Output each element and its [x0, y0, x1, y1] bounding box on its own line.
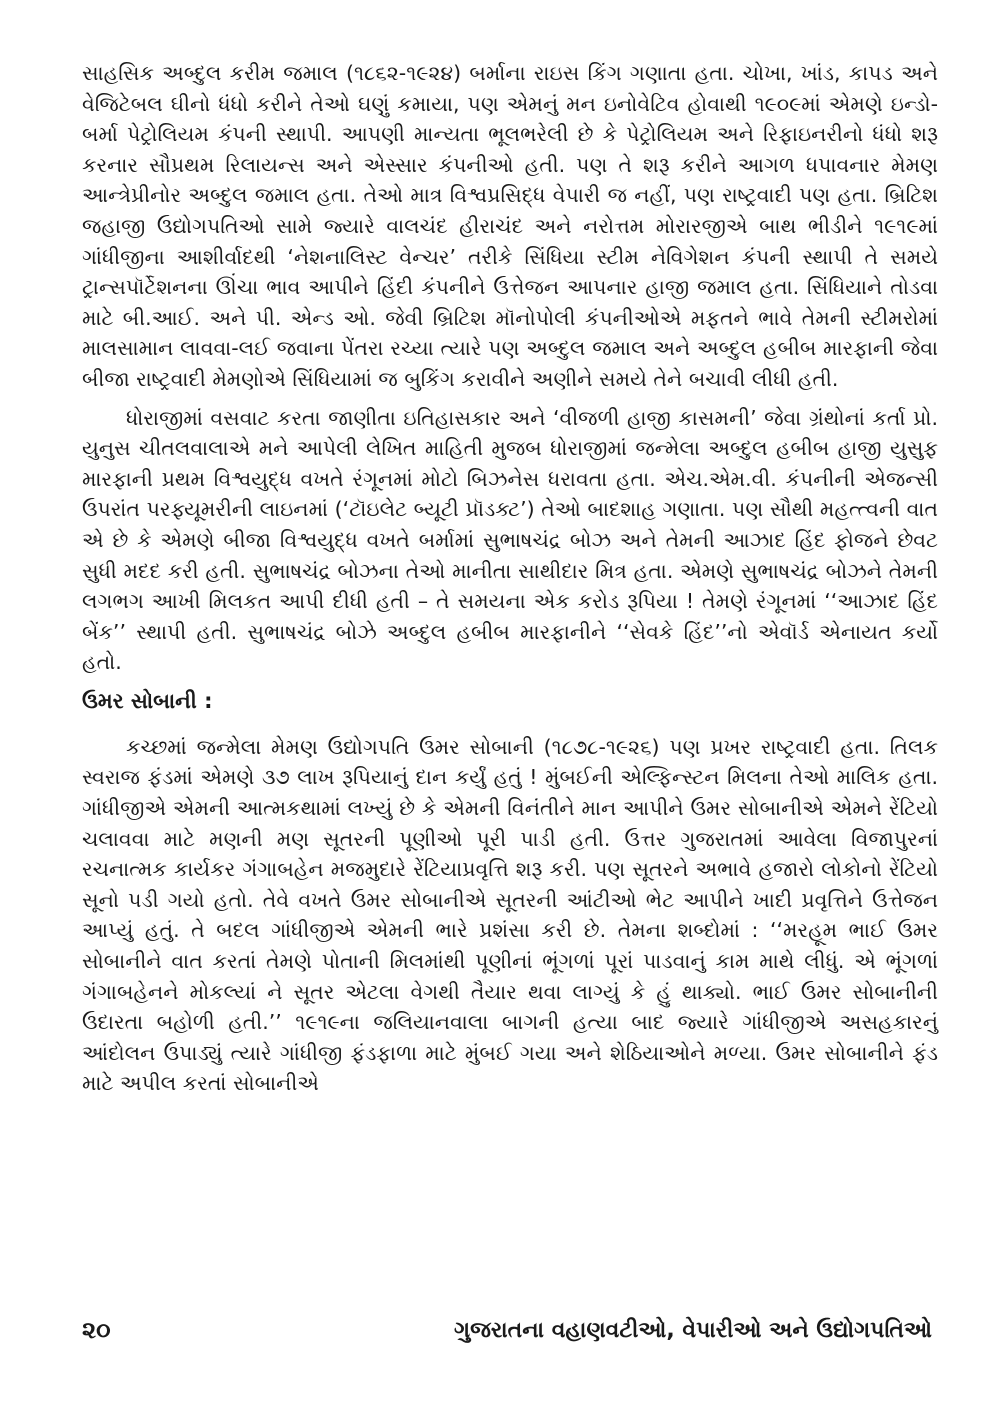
- page-number: ૨૦: [82, 1316, 111, 1344]
- page-body: [82, 58, 938, 1358]
- section-heading-umar-sobani: ઉમર સોબાની :: [82, 688, 213, 713]
- paragraph-abdul-karim-jamal: સાહસિક અબ્દુલ કરીમ જમાલ (૧૮૬૨-૧૯૨૪) બર્માના રાઇસ કિંગ ગણાતા હતા. ચોખા, ખાંડ, કાપડ અને વેજિટેબલ ઘીનો ધંધો કરીને તેઓ ઘણું કમાયા, પણ એમનું મન ઇનોવેટિવ હોવાથી ૧૯૦૯માં એમણે ઇન્ડો-બર્મા પેટ્રોલિયમ કંપની સ્થાપી. આપણી માન્યતા ભૂલભરેલી છે કે પેટ્રોલિયમ અને રિફાઇનરીનો ધંધો શરૂ કરનાર સૌપ્રથમ રિલાયન્સ અને એસ્સાર કંપનીઓ હતી. પણ તે શરૂ કરીને આગળ ધપાવનાર મેમણ આન્ત્રેપ્રીનોર અબ્દુલ જમાલ હતા. તેઓ માત્ર વિશ્વપ્રસિદ્ધ વેપારી જ નહીં, પણ રાષ્ટ્રવાદી પણ હતા. બ્રિટિશ જહાજી ઉદ્યોગપતિઓ સામે જ્યારે વાલચંદ હીરાચંદ અને નરોત્તમ મોરારજીએ બાથ ભીડીને ૧૯૧૯માં ગાંધીજીના આશીર્વાદથી ‘નેશનાલિસ્ટ વેન્ચર’ તરીકે સિંધિયા સ્ટીમ નેવિગેશન કંપની સ્થાપી તે સમયે ટ્રાન્સપૉર્ટેશનના ઊંચા ભાવ આપીને હિંદી કંપનીને ઉત્તેજન આપનાર હાજી જમાલ હતા. સિંધિયાને તોડવા માટે બી.આઈ. અને પી. એન્ડ ઓ. જેવી બ્રિટિશ મૉનોપોલી કંપનીઓએ મફતને ભાવે તેમની સ્ટીમરોમાં માલસામાન લાવવા-લઈ જવાના પેંતરા રચ્યા ત્યારે પણ અબ્દુલ જમાલ અને અબ્દુલ હબીબ મારફાની જેવા બીજા રાષ્ટ્રવાદી મેમણોએ સિંધિયામાં જ બુકિંગ કરાવીને અણીને સમયે તેને બચાવી લીધી હતી.: [82, 61, 938, 391]
- page-footer: [82, 1310, 932, 1350]
- book-title: ગુજરાતના વહાણવટીઓ, વેપારીઓ અને ઉદ્યોગપતિઓ: [454, 1317, 932, 1343]
- paragraph-abdul-habib-marfani: ધોરાજીમાં વસવાટ કરતા જાણીતા ઇતિહાસકાર અને ‘વીજળી હાજી કાસમની’ જેવા ગ્રંથોનાં કર્તા પ્રો. યુનુસ ચીતલવાલાએ મને આપેલી લેખિત માહિતી મુજબ ધોરાજીમાં જન્મેલા અબ્દુલ હબીબ હાજી યુસુફ મારફાની પ્રથમ વિશ્વયુદ્ધ વખતે રંગૂનમાં મોટો બિઝનેસ ધરાવતા હતા. એચ.એમ.વી. કંપનીની એજન્સી ઉપરાંત પરફ્યૂમરીની લાઇનમાં (‘ટૉઇલેટ બ્યૂટી પ્રૉડક્ટ’) તેઓ બાદશાહ ગણાતા. પણ સૌથી મહત્ત્વની વાત એ છે કે એમણે બીજા વિશ્વયુદ્ધ વખતે બર્મામાં સુભાષચંદ્ર બોઝ અને તેમની આઝાદ હિંદ ફોજને છેવટ સુધી મદદ કરી હતી. સુભાષચંદ્ર બોઝના તેઓ માનીતા સાથીદાર મિત્ર હતા. એમણે સુભાષચંદ્ર બોઝને તેમની લગભગ આખી મિલકત આપી દીધી હતી – તે સમયના એક કરોડ રૂપિયા ! તેમણે રંગૂનમાં ‘‘આઝાદ હિંદ બેંક’’ સ્થાપી હતી. સુભાષચંદ્ર બોઝે અબ્દુલ હબીબ મારફાનીને ‘‘સેવકે હિંદ’’નો એવૉર્ડ એનાયત કર્યો હતો.: [82, 405, 938, 675]
- paragraph-umar-sobani: કચ્છમાં જન્મેલા મેમણ ઉદ્યોગપતિ ઉમર સોબાની (૧૮૭૮-૧૯૨૬) પણ પ્રખર રાષ્ટ્રવાદી હતા. તિલક સ્વરાજ ફંડમાં એમણે ૩૭ લાખ રૂપિયાનું દાન કર્યું હતું ! મુંબઈની એલ્ફિન્સ્ટન મિલના તેઓ માલિક હતા. ગાંધીજીએ એમની આત્મકથામાં લખ્યું છે કે એમની વિનંતીને માન આપીને ઉમર સોબાનીએ એમને રેંટિયો ચલાવવા માટે મણની મણ સૂતરની પૂણીઓ પૂરી પાડી હતી. ઉત્તર ગુજરાતમાં આવેલા વિજાપુરનાં રચનાત્મક કાર્યકર ગંગાબહેન મજમુદારે રેંટિયાપ્રવૃત્તિ શરૂ કરી. પણ સૂતરને અભાવે હજારો લોકોનો રેંટિયો સૂનો પડી ગયો હતો. તેવે વખતે ઉમર સોબાનીએ સૂતરની આંટીઓ ભેટ આપીને ખાદી પ્રવૃત્તિને ઉત્તેજન આપ્યું હતું. તે બદલ ગાંધીજીએ એમની ભારે પ્રશંસા કરી છે. તેમના શબ્દોમાં : ‘‘મરહૂમ ભાઈ ઉમર સોબાનીને વાત કરતાં તેમણે પોતાની મિલમાંથી પૂણીનાં ભૂંગળાં પૂરાં પાડવાનું કામ માથે લીધું. એ ભૂંગળાં ગંગાબહેનને મોકલ્યાં ને સૂતર એટલા વેગથી તૈયાર થવા લાગ્યું કે હું થાક્યો. ભાઈ ઉમર સોબાનીની ઉદારતા બહોળી હતી.’’ ૧૯૧૯ના જલિયાનવાલા બાગની હત્યા બાદ જ્યારે ગાંધીજીએ અસહકારનું આંદોલન ઉપાડ્યું ત્યારે ગાંધીજી ફંડફાળા માટે મુંબઈ ગયા અને શેઠિયાઓને મળ્યા. ઉમર સોબાનીને ફંડ માટે અપીલ કરતાં સોબાનીએ: [82, 734, 938, 1096]
